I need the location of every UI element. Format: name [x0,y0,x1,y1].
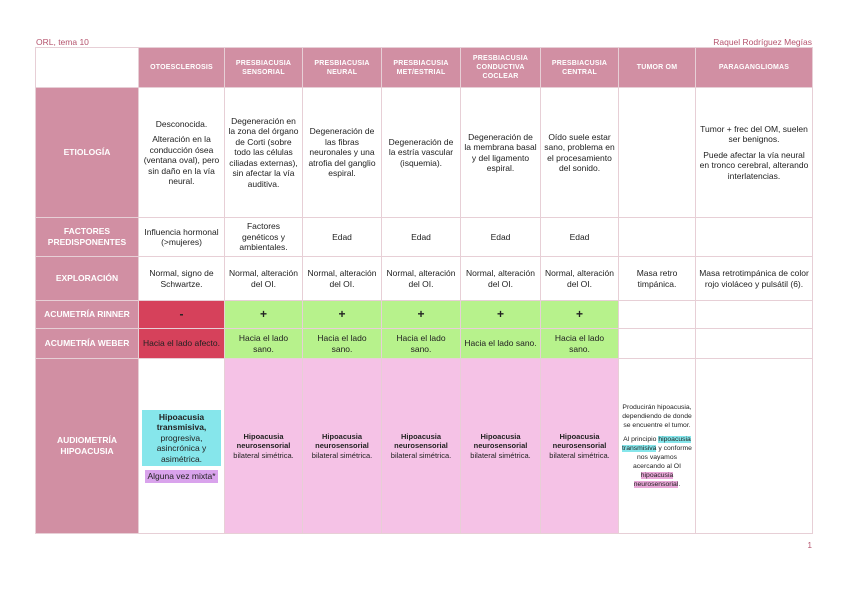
cell-audiometria-tumor: Producirán hipoacusia, dependiendo de donde se encuentre el tumor. Al principio hipoacusia transmisiva y conforme nos vayamos acercando al OI hipoacusia neurosensorial. [619,359,696,534]
cell-rinner-central: + [541,301,619,329]
cell-rinner-paragangliomas [696,301,813,329]
cell-factores-central: Edad [541,218,619,257]
cell-exploracion-estrial: Normal, alteración del OI. [382,257,461,301]
cell-exploracion-central: Normal, alteración del OI. [541,257,619,301]
cell-weber-tumor [619,329,696,359]
cell-etiologia-otosclerosis: Desconocida. Alteración en la conducción ósea (ventana oval), pero sin daño en la vía neural. [139,88,225,218]
cell-exploracion-otosclerosis: Normal, signo de Schwartze. [139,257,225,301]
row-header-audiometria: AUDIOMETRÍA HIPOACUSIA [36,359,139,534]
row-header-weber: ACUMETRÍA WEBER [36,329,139,359]
cell-factores-otosclerosis: Influencia hormonal (>mujeres) [139,218,225,257]
cell-audiometria-conductiva: Hipoacusia neurosensorial bilateral simétrica. [461,359,541,534]
row-weber [36,329,813,359]
row-factores [36,218,813,257]
cell-weber-estrial: Hacia el lado sano. [382,329,461,359]
cell-factores-paragangliomas [696,218,813,257]
cell-factores-conductiva: Edad [461,218,541,257]
cell-exploracion-paragangliomas: Masa retrotimpánica de color rojo violáceo y pulsátil (6). [696,257,813,301]
row-rinner [36,301,813,329]
cell-exploracion-neural: Normal, alteración del OI. [303,257,382,301]
cell-rinner-estrial: + [382,301,461,329]
row-exploracion [36,257,813,301]
col-header-presbi-conductiva: PRESBIACUSIA CONDUCTIVA COCLEAR [461,48,541,88]
cell-etiologia-conductiva: Degeneración de la membrana basal y del ligamento espiral. [461,88,541,218]
cell-audiometria-estrial: Hipoacusia neurosensorial bilateral simétrica. [382,359,461,534]
row-header-exploracion: EXPLORACIÓN [36,257,139,301]
row-header-rinner: ACUMETRÍA RINNER [36,301,139,329]
cell-factores-tumor [619,218,696,257]
cell-exploracion-conductiva: Normal, alteración del OI. [461,257,541,301]
header-right: Raquel Rodríguez Megías [713,37,812,47]
comparison-table [35,47,813,534]
col-header-paragangliomas: PARAGANGLIOMAS [696,48,813,88]
cell-rinner-neural: + [303,301,382,329]
cell-audiometria-central: Hipoacusia neurosensorial bilateral simétrica. [541,359,619,534]
header-left: ORL, tema 10 [36,37,89,47]
cell-factores-estrial: Edad [382,218,461,257]
cell-rinner-conductiva: + [461,301,541,329]
cell-rinner-sensorial: + [225,301,303,329]
cell-audiometria-otosclerosis [139,359,225,534]
col-header-presbi-neural: PRESBIACUSIA NEURAL [303,48,382,88]
cell-rinner-tumor [619,301,696,329]
cell-etiologia-estrial: Degeneración de la estría vascular (isquemia). [382,88,461,218]
row-audiometria [36,359,813,534]
page-number: 1 [807,541,812,550]
col-header-presbi-central: PRESBIACUSIA CENTRAL [541,48,619,88]
cell-weber-paragangliomas [696,329,813,359]
row-header-etiologia: ETIOLOGÍA [36,88,139,218]
row-etiologia [36,88,813,218]
column-header-row [36,48,813,88]
cell-factores-neural: Edad [303,218,382,257]
col-header-presbi-estrial: PRESBIACUSIA MET/ESTRIAL [382,48,461,88]
cell-weber-sensorial: Hacia el lado sano. [225,329,303,359]
note-mixta: Alguna vez mixta* [147,471,216,481]
cell-weber-otosclerosis: Hacia el lado afecto. [139,329,225,359]
cell-exploracion-tumor: Masa retro timpánica. [619,257,696,301]
cell-audiometria-sensorial: Hipoacusia neurosensorial bilateral simétrica. [225,359,303,534]
corner-cell [36,48,139,88]
cell-etiologia-sensorial: Degeneración en la zona del órgano de Corti (sobre todo las células ciliadas externas), sin afectar la vía auditiva. [225,88,303,218]
row-header-factores: FACTORES PREDISPONENTES [36,218,139,257]
cell-etiologia-central: Oído suele estar sano, problema en el procesamiento del sonido. [541,88,619,218]
cell-weber-conductiva: Hacia el lado sano. [461,329,541,359]
cell-weber-neural: Hacia el lado sano. [303,329,382,359]
cell-audiometria-paragangliomas [696,359,813,534]
col-header-otosclerosis: OTOESCLEROSIS [139,48,225,88]
col-header-presbi-sensorial: PRESBIACUSIA SENSORIAL [225,48,303,88]
col-header-tumor-om: TUMOR OM [619,48,696,88]
cell-weber-central: Hacia el lado sano. [541,329,619,359]
cell-rinner-otosclerosis: - [139,301,225,329]
cell-etiologia-neural: Degeneración de las fibras neuronales y una atrofia del ganglio espiral. [303,88,382,218]
cell-factores-sensorial: Factores genéticos y ambientales. [225,218,303,257]
highlight-transmisiva: Hipoacusia transmisiva, progresiva, asincrónica y asimétrica. [142,410,221,467]
cell-audiometria-neural: Hipoacusia neurosensorial bilateral simétrica. [303,359,382,534]
cell-etiologia-tumor [619,88,696,218]
cell-exploracion-sensorial: Normal, alteración del OI. [225,257,303,301]
cell-etiologia-paragangliomas: Tumor + frec del OM, suelen ser benignos. Puede afectar la vía neural en tronco cerebral, alterando interlatencias. [696,88,813,218]
